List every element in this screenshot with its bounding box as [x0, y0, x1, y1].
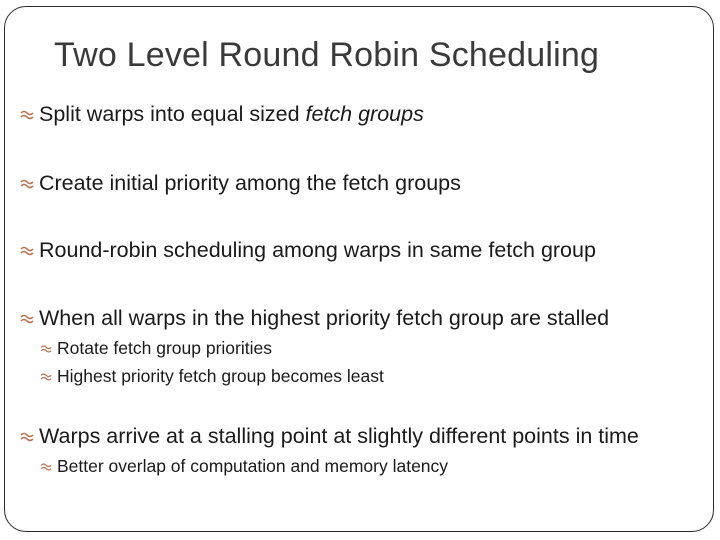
wavy-bullet-icon [40, 344, 54, 354]
wavy-bullet-icon [20, 178, 36, 190]
bullet-1 [20, 102, 424, 127]
wavy-bullet-icon [20, 313, 36, 325]
wavy-bullet-icon [20, 109, 36, 121]
bullet-4-text: When all warps in the highest priority fetch group are stalled [39, 306, 610, 330]
sub-bullet-4-2 [40, 366, 384, 387]
slide-title: Two Level Round Robin Scheduling [54, 36, 600, 74]
bullet-2 [20, 171, 461, 196]
sub-bullet-4-2-text: Highest priority fetch group becomes least [57, 366, 384, 386]
bullet-3-text: Round-robin scheduling among warps in same fetch group [39, 238, 596, 262]
bullet-5 [20, 424, 639, 449]
sub-bullet-5-1 [40, 456, 448, 477]
sub-bullet-5-1-text: Better overlap of computation and memory latency [57, 456, 449, 476]
bullet-1-text: Split warps into equal sized fetch groups [39, 102, 424, 126]
bullet-4 [20, 306, 609, 331]
wavy-bullet-icon [40, 462, 54, 472]
sub-bullet-4-1-text: Rotate fetch group priorities [57, 338, 272, 358]
bullet-3 [20, 238, 596, 263]
wavy-bullet-icon [20, 245, 36, 257]
bullet-2-text: Create initial priority among the fetch groups [39, 171, 461, 195]
bullet-5-text: Warps arrive at a stalling point at slightly different points in time [39, 424, 639, 448]
wavy-bullet-icon [40, 372, 54, 382]
slide-frame [4, 6, 714, 532]
wavy-bullet-icon [20, 431, 36, 443]
sub-bullet-4-1 [40, 338, 272, 359]
